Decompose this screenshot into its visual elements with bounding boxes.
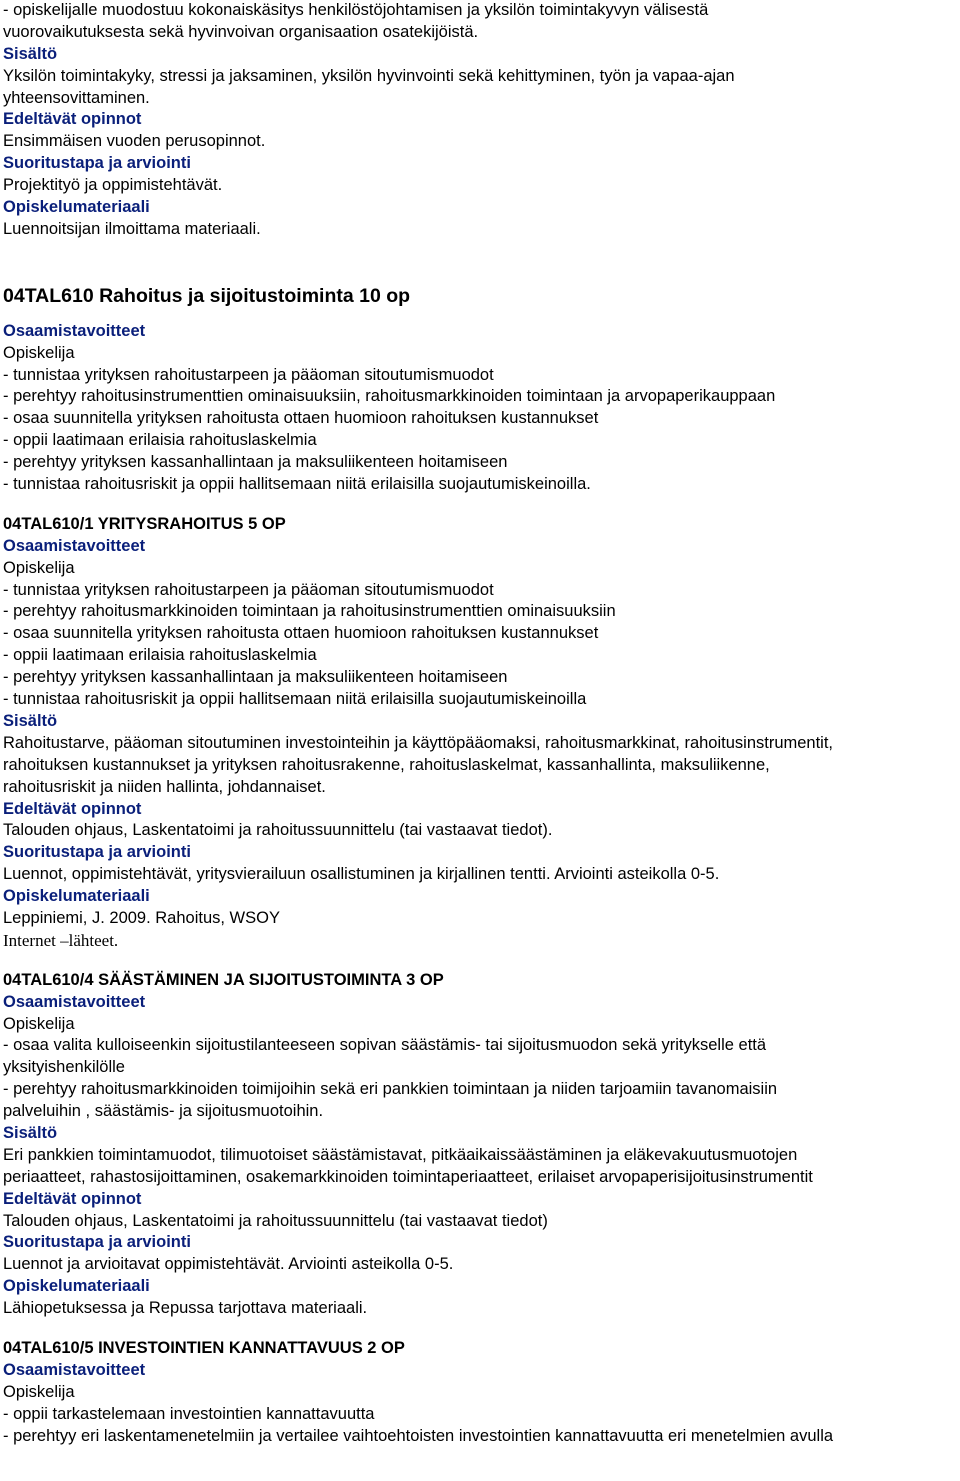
text-line: Luennoitsijan ilmoittama materiaali. — [3, 219, 261, 238]
list-item: - perehtyy rahoitusmarkkinoiden toimijoihin sekä eri pankkien toimintaan ja niiden tarjoamiin tavanomaisiin — [3, 1080, 778, 1099]
course-section — [3, 283, 957, 496]
text-line: Eri pankkien toimintamuodot, tilimuotoiset säästämistavat, pitkäaikaissäästäminen ja eläkevakuutusmuotojen — [3, 1145, 798, 1164]
list-item: palveluihin , säästämis- ja sijoitusmuotoihin. — [3, 1102, 324, 1121]
list-item: - osaa suunnitella yrityksen rahoitusta ottaen huomioon rahoituksen kustannukset — [3, 409, 599, 428]
section-heading-materiaali: Opiskelumateriaali — [3, 1277, 150, 1296]
module-title: 04TAL610/1 YRITYSRAHOITUS 5 OP — [3, 514, 286, 533]
list-item: - oppii laatimaan erilaisia rahoituslaskelmia — [3, 646, 317, 665]
text-line: Opiskelija — [3, 343, 75, 362]
text-line: Luennot ja arvioitavat oppimistehtävät. Arviointi asteikolla 0-5. — [3, 1255, 454, 1274]
text-line: rahoitusriskit ja niiden hallinta, johdannaiset. — [3, 777, 326, 796]
section-heading-edeltavat: Edeltävät opinnot — [3, 110, 142, 129]
text-line: Talouden ohjaus, Laskentatoimi ja rahoitussuunnittelu (tai vastaavat tiedot) — [3, 1211, 548, 1230]
text-line: Internet –lähteet. — [3, 930, 119, 950]
section-heading-osaamis: Osaamistavoitteet — [3, 321, 146, 340]
text-line: Opiskelija — [3, 1382, 75, 1401]
text-line: - opiskelijalle muodostuu kokonaiskäsitys henkilöstöjohtamisen ja yksilön toimintakyvyn välisestä — [3, 1, 709, 19]
list-item: - perehtyy rahoitusmarkkinoiden toimintaan ja rahoitusinstrumenttien ominaisuuksiin — [3, 602, 616, 621]
section-heading-materiaali: Opiskelumateriaali — [3, 887, 150, 906]
module-4-section — [3, 970, 957, 1320]
list-item: - tunnistaa yrityksen rahoitustarpeen ja pääoman sitoutumismuodot — [3, 580, 494, 599]
list-item: yksityishenkilölle — [3, 1058, 125, 1077]
text-line: rahoituksen kustannukset ja yrityksen rahoitusrakenne, rahoituslaskelmat, kassanhallinta, maksuliikenne, — [3, 755, 770, 774]
text-line: Lähiopetuksessa ja Repussa tarjottava materiaali. — [3, 1299, 368, 1318]
list-item: - tunnistaa rahoitusriskit ja oppii hallitsemaan niitä erilaisilla suojautumiskeinoilla. — [3, 475, 591, 494]
list-item: - osaa valita kulloiseenkin sijoitustilanteeseen sopivan säästämis- tai sijoitusmuodon sekä yritykselle että — [3, 1036, 767, 1055]
section-heading-materiaali: Opiskelumateriaali — [3, 198, 150, 217]
text-line: Talouden ohjaus, Laskentatoimi ja rahoitussuunnittelu (tai vastaavat tiedot). — [3, 821, 553, 840]
module-title: 04TAL610/5 INVESTOINTIEN KANNATTAVUUS 2 OP — [3, 1338, 405, 1357]
section-heading-edeltavat: Edeltävät opinnot — [3, 1189, 142, 1208]
section-heading-sisalto: Sisältö — [3, 44, 58, 63]
list-item: - osaa suunnitella yrityksen rahoitusta ottaen huomioon rahoituksen kustannukset — [3, 624, 599, 643]
list-item: - perehtyy yrityksen kassanhallintaan ja maksuliikenteen hoitamiseen — [3, 668, 508, 687]
section-heading-suoritus: Suoritustapa ja arviointi — [3, 843, 191, 862]
section-heading-osaamis: Osaamistavoitteet — [3, 1360, 146, 1379]
intro-section — [3, 0, 957, 241]
text-line: Rahoitustarve, pääoman sitoutuminen investointeihin ja käyttöpääomaksi, rahoitusmarkkinat, rahoitusinstrumentit, — [3, 733, 834, 752]
module-5-section — [3, 1338, 957, 1447]
list-item: - tunnistaa yrityksen rahoitustarpeen ja pääoman sitoutumismuodot — [3, 365, 494, 384]
module-title: 04TAL610/4 SÄÄSTÄMINEN JA SIJOITUSTOIMINTA 3 OP — [3, 970, 444, 989]
text-line: Leppiniemi, J. 2009. Rahoitus, WSOY — [3, 908, 280, 927]
list-item: - tunnistaa rahoitusriskit ja oppii hallitsemaan niitä erilaisilla suojautumiskeinoilla — [3, 690, 587, 709]
text-line: Yksilön toimintakyky, stressi ja jaksaminen, yksilön hyvinvointi sekä kehittyminen, työn ja vapaa-ajan — [3, 66, 735, 85]
section-heading-sisalto: Sisältö — [3, 711, 58, 730]
course-title: 04TAL610 Rahoitus ja sijoitustoiminta 10 op — [3, 284, 411, 307]
section-heading-suoritus: Suoritustapa ja arviointi — [3, 1233, 191, 1252]
text-line: vuorovaikutuksesta sekä hyvinvoivan organisaation osatekijöistä. — [3, 22, 479, 41]
list-item: - perehtyy yrityksen kassanhallintaan ja maksuliikenteen hoitamiseen — [3, 453, 508, 472]
section-heading-edeltavat: Edeltävät opinnot — [3, 799, 142, 818]
section-heading-sisalto: Sisältö — [3, 1123, 58, 1142]
text-line: yhteensovittaminen. — [3, 88, 150, 107]
section-heading-suoritus: Suoritustapa ja arviointi — [3, 154, 191, 173]
list-item: - perehtyy rahoitusinstrumenttien ominaisuuksiin, rahoitusmarkkinoiden toimintaan ja arvopaperikauppaan — [3, 387, 776, 406]
list-item: - oppii tarkastelemaan investointien kannattavuutta — [3, 1404, 375, 1423]
list-item: - perehtyy eri laskentamenetelmiin ja vertailee vaihtoehtoisten investointien kannattavuutta eri menetelmien avulla — [3, 1426, 834, 1445]
document-page — [3, 0, 957, 1447]
text-line: periaatteet, rahastosijoittaminen, osakemarkkinoiden toimintaperiaatteet, erilaiset arvopaperisijoitusinstrumentit — [3, 1167, 813, 1186]
section-heading-osaamis: Osaamistavoitteet — [3, 536, 146, 555]
section-heading-osaamis: Osaamistavoitteet — [3, 992, 146, 1011]
list-item: - oppii laatimaan erilaisia rahoituslaskelmia — [3, 431, 317, 450]
text-line: Opiskelija — [3, 558, 75, 577]
text-line: Ensimmäisen vuoden perusopinnot. — [3, 132, 266, 151]
module-1-section — [3, 514, 957, 952]
text-line: Opiskelija — [3, 1014, 75, 1033]
text-line: Luennot, oppimistehtävät, yritysvierailuun osallistuminen ja kirjallinen tentti. Arviointi asteikolla 0-5. — [3, 865, 720, 884]
text-line: Projektityö ja oppimistehtävät. — [3, 176, 223, 195]
